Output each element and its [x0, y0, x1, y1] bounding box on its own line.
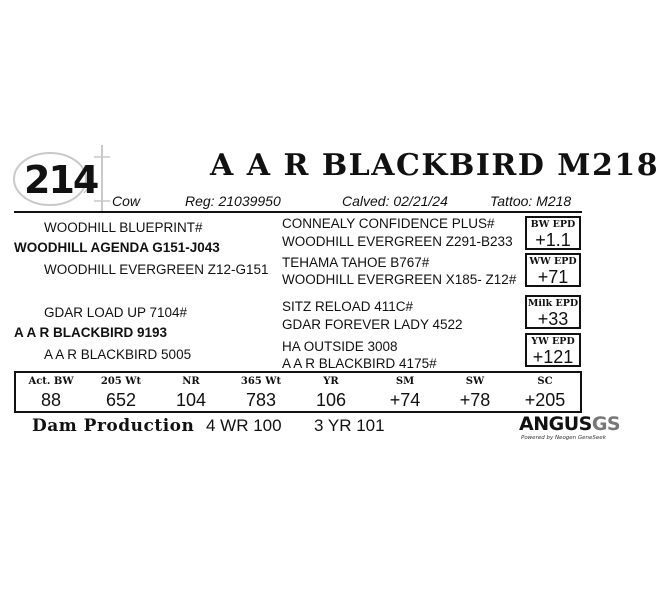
performance-header: SM — [395, 376, 415, 387]
angus-gs-logo — [519, 413, 621, 445]
pedigree-dam-dam: A A R BLACKBIRD 5005 — [44, 347, 192, 362]
performance-cell-nr — [156, 373, 226, 411]
tattoo: Tattoo: M218 — [490, 193, 572, 209]
epd-value: +1.1 — [535, 230, 571, 250]
epd-box-ww — [525, 253, 581, 287]
pedigree-grand-ancestor: GDAR FOREVER LADY 4522 — [282, 317, 463, 332]
performance-cell-yr — [296, 373, 366, 411]
registration-number: Reg: 21039950 — [185, 193, 281, 209]
pedigree-sire-sire: WOODHILL BLUEPRINT# — [44, 220, 203, 235]
performance-cell-act-bw — [16, 373, 86, 411]
epd-box-yw — [525, 333, 581, 367]
performance-cell-sm — [370, 373, 440, 411]
sex-label: Cow — [112, 193, 141, 209]
performance-value: 652 — [105, 390, 137, 410]
pedigree-grand-ancestor: CONNEALY CONFIDENCE PLUS# — [282, 216, 495, 231]
performance-value: 783 — [245, 390, 277, 410]
epd-label: Milk EPD — [527, 298, 579, 309]
pedigree-dam: A A R BLACKBIRD 9193 — [14, 325, 168, 340]
dam-production-wr: 4 WR 100 — [206, 416, 282, 435]
lot-number: 214 — [24, 158, 98, 202]
pedigree-grand-ancestor: HA OUTSIDE 3008 — [282, 339, 398, 354]
performance-cell-sw — [440, 373, 510, 411]
pedigree-sire: WOODHILL AGENDA G151-J043 — [14, 240, 220, 255]
epd-label: WW EPD — [529, 256, 577, 267]
epd-box-milk — [525, 295, 581, 329]
performance-value: +205 — [524, 390, 566, 410]
pedigree-dam-sire: GDAR LOAD UP 7104# — [44, 305, 188, 320]
dam-production-label: Dam Production — [32, 416, 195, 436]
performance-header: 205 Wt — [100, 376, 142, 387]
performance-header: NR — [182, 376, 200, 387]
performance-cell-205-wt — [86, 373, 156, 411]
performance-value: +78 — [459, 390, 491, 410]
pedigree-grand-ancestor: SITZ RELOAD 411C# — [282, 299, 414, 314]
performance-value: +74 — [389, 390, 421, 410]
performance-cell-sc — [510, 373, 580, 411]
calved-date: Calved: 02/21/24 — [342, 193, 448, 209]
epd-value: +121 — [532, 347, 574, 367]
epd-value: +71 — [537, 267, 569, 287]
performance-header: 365 Wt — [240, 376, 282, 387]
performance-table — [14, 371, 582, 413]
performance-value: 88 — [40, 390, 62, 410]
performance-value: 106 — [315, 390, 347, 410]
pedigree-grand-ancestor: WOODHILL EVERGREEN Z291-B233 — [282, 234, 513, 249]
pedigree-grand-ancestor: TEHAMA TAHOE B767# — [282, 255, 430, 270]
header-divider — [14, 211, 582, 213]
epd-label: YW EPD — [531, 336, 575, 347]
performance-value: 104 — [175, 390, 207, 410]
pedigree-sire-dam: WOODHILL EVERGREEN Z12-G151 — [44, 262, 269, 277]
performance-header: SC — [537, 376, 553, 387]
epd-box-bw — [525, 216, 581, 250]
brand-wordmark: ANGUSGS — [519, 413, 621, 435]
lot-badge — [10, 143, 115, 213]
pedigree-grand-ancestor: A A R BLACKBIRD 4175# — [282, 356, 437, 371]
epd-value: +33 — [537, 309, 569, 329]
animal-name: A A R BLACKBIRD M218 — [210, 148, 659, 183]
epd-label: BW EPD — [530, 219, 576, 230]
performance-header: SW — [465, 376, 485, 387]
dam-production-yr: 3 YR 101 — [314, 416, 385, 435]
performance-cell-365-wt — [226, 373, 296, 411]
pedigree-grand-ancestor: WOODHILL EVERGREEN X185- Z12# — [282, 272, 517, 287]
performance-header: Act. BW — [28, 376, 74, 387]
brand-tagline: Powered by Neogen GeneSeek — [521, 435, 606, 441]
performance-header: YR — [323, 376, 339, 387]
